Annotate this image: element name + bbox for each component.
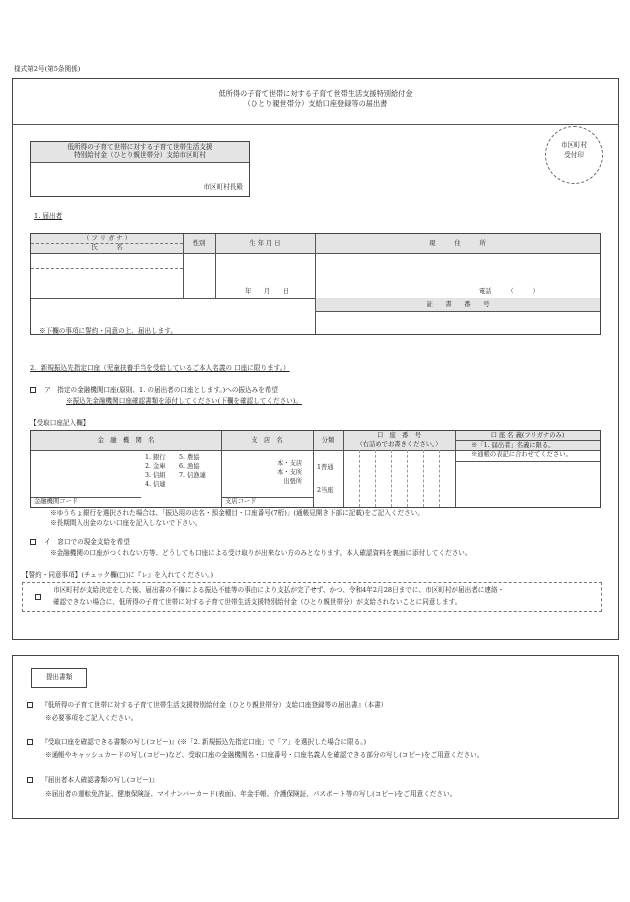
account-type-label: 分類 xyxy=(321,437,335,444)
branch-type: 出張所 xyxy=(283,478,303,485)
yucho-note: ※ゆうちょ銀行を選択された場合は、「振込用の店名・預金種目・口座番号(7桁)」(通帳見開き下部に記載)をご記入ください。 xyxy=(50,509,424,517)
title-divider xyxy=(12,124,619,125)
doc-item-1-label: 『低所得の子育て世帯に対する子育て世帯生活支援特別給付金（ひとり親世帯分）支給口座登録等の届出書』（本書） xyxy=(41,701,388,709)
divider xyxy=(313,431,314,507)
bank-type: 5. 農協 xyxy=(179,454,200,461)
form-code: 様式第2号(第5条関係) xyxy=(14,65,81,73)
account-type-2: 2当座 xyxy=(317,487,334,494)
pledge-box xyxy=(22,582,602,612)
divider xyxy=(215,234,216,298)
holder-note-1: ※「1. 届出者」名義に限る。 xyxy=(471,442,555,449)
doc-item-2-note: ※通帳やキャッシュカードの写し(コピー)など、受取口座の金融機関名・口座番号・口座名義人を確認できる部分の写し(コピー)をご用意ください。 xyxy=(45,751,484,759)
reception-stamp xyxy=(545,126,603,184)
divider xyxy=(183,234,184,298)
account-number-sub: （右詰めでお書きください。） xyxy=(356,441,442,448)
bank-types-b xyxy=(179,453,206,480)
recipient-mayor: 市区町村長殿 xyxy=(203,183,243,192)
form-title xyxy=(12,90,619,109)
bank-type: 4. 信連 xyxy=(145,481,166,488)
bank-type: 6. 漁協 xyxy=(179,463,200,470)
stamp-line-1: 市区町村 xyxy=(560,141,588,149)
divider xyxy=(343,431,344,507)
option-i-label: イ 窓口での現金支給を希望 xyxy=(44,538,130,546)
digit-divider xyxy=(375,450,376,507)
gender-label: 性別 xyxy=(192,240,206,247)
title-line-2: （ひとり親世帯分）支給口座登録等の届出書 xyxy=(243,99,388,109)
pledge-text-2: 確認できない場合に、低所得の子育て世帯に対する子育て世帯生活支援特別給付金（ひとり親世帯分）が支給されないことに同意します。 xyxy=(53,598,462,606)
docs-heading: 提出書類 xyxy=(31,668,87,688)
account-table xyxy=(30,430,601,508)
pledge-note: ※下欄の事項に誓約・同意の上、届出します。 xyxy=(39,327,177,335)
applicant-table xyxy=(30,233,601,335)
doc-item-1-note: ※必要事項をご記入ください。 xyxy=(45,714,138,722)
divider xyxy=(221,431,222,507)
recipient-box xyxy=(30,141,250,197)
cert-number-label: 証 書 番 号 xyxy=(315,298,600,312)
divider xyxy=(315,234,316,334)
account-header: 【受取口座記入欄】 xyxy=(30,419,90,427)
divider xyxy=(455,461,600,462)
bank-code-label: 金融機関コード xyxy=(34,498,79,505)
digit-divider xyxy=(391,450,392,507)
doc-item-2-label: 『受取口座を確認できる書類の写し(コピー)』(※「2. 新規振込先指定口座」で「ア」を選択した場合に限る。) xyxy=(41,738,367,746)
birthdate-label: 生 年 月 日 xyxy=(249,240,281,247)
birthdate-value: 年 月 日 xyxy=(245,288,290,295)
digit-divider xyxy=(359,450,360,507)
name-label: 氏 名 xyxy=(91,244,123,251)
branch-code-label: 支店コード xyxy=(225,498,257,505)
address-label: 現 住 所 xyxy=(429,240,486,247)
doc-item-3 xyxy=(27,777,158,785)
branch-type: 本・支所 xyxy=(277,469,303,476)
title-line-1: 低所得の子育て世帯に対する子育て世帯生活支援特別給付金 xyxy=(218,89,413,98)
section2-heading: 2．新規振込先指定口座（児童扶養手当を受給しているご本人名義の 口座に限ります。） xyxy=(30,364,290,372)
branch-types xyxy=(277,459,302,486)
recipient-line-2: 特別給付金（ひとり親世帯分）支給市区町村 xyxy=(74,150,206,159)
digit-divider xyxy=(439,450,440,507)
bank-type: 7. 信漁連 xyxy=(179,472,206,479)
bank-types-a xyxy=(145,453,166,489)
bank-type: 3. 信組 xyxy=(145,472,166,479)
doc-item-3-note: ※届出者の運転免許証、健康保険証、マイナンバーカード(表面)、年金手帳、介護保険証、パスポート等の写し(コピー)をご用意ください。 xyxy=(45,790,457,798)
divider xyxy=(455,431,456,507)
recipient-header xyxy=(31,142,249,163)
digit-divider xyxy=(423,450,424,507)
doc-item-3-checkbox[interactable] xyxy=(27,777,33,783)
pledge-heading: 【誓約・同意事項】(チェック欄(□)に『レ』を入れてください。) xyxy=(22,571,214,579)
docs-box xyxy=(12,655,619,819)
recipient-line-1: 低所得の子育て世帯に対する子育て世帯生活支援 xyxy=(67,143,213,151)
bank-name-label: 金 融 機 関 名 xyxy=(97,437,155,444)
option-a-note: ※振込先金融機関口座確認書類を添付してください(下欄を確認してください)。 xyxy=(66,397,302,405)
holder-note-2: ※通帳の表記に合わせてください。 xyxy=(471,451,572,458)
branch-name-label: 支 店 名 xyxy=(251,437,283,444)
stamp-line-2: 受付印 xyxy=(564,150,584,159)
doc-item-1-checkbox[interactable] xyxy=(27,702,33,708)
doc-item-3-label: 『届出者本人確認書類の写し(コピー)』 xyxy=(41,776,159,784)
account-holder-label: 口 座 名 義(フリガナのみ) xyxy=(490,432,565,439)
doc-item-2-checkbox[interactable] xyxy=(27,739,33,745)
bank-type: 1. 銀行 xyxy=(145,454,166,461)
option-i[interactable] xyxy=(30,539,130,547)
account-number-label: 口 座 番 号 xyxy=(376,432,422,439)
furigana-label: （ フ リ ガ ナ ） xyxy=(83,235,131,242)
option-a[interactable] xyxy=(30,387,278,395)
pledge-checkbox[interactable] xyxy=(35,594,41,600)
option-i-checkbox[interactable] xyxy=(30,539,36,545)
section1-heading: 1. 届出者 xyxy=(34,212,63,220)
option-i-note: ※金融機関の口座がつくれない方等、どうしても口座による受け取りが出来ない方のみとなります。本人確認資料を裏面に添付してください。 xyxy=(50,549,472,557)
option-a-label: ア 指定の金融機関口座(原則、1. の届出者の口座とします。)への振込みを希望 xyxy=(44,386,278,394)
divider xyxy=(455,440,600,441)
pledge-text-1: 市区町村が支給決定をした後、届出書の不備による振込不能等の事由により支払が完了せず、かつ、令和4年2月28日までに、市区町村が届出者に連絡・ xyxy=(53,586,505,594)
branch-type: 本・支店 xyxy=(277,460,303,467)
doc-item-2 xyxy=(27,739,366,747)
doc-item-1 xyxy=(27,702,387,710)
phone-label: 電話 （ ） xyxy=(479,288,539,295)
digit-divider xyxy=(407,450,408,507)
bank-type: 2. 金庫 xyxy=(145,463,166,470)
account-type-1: 1普通 xyxy=(317,464,334,471)
furigana-field-line xyxy=(31,268,183,269)
longterm-note: ※長期間入出金のない口座を記入しないで下さい。 xyxy=(50,519,202,527)
option-a-checkbox[interactable] xyxy=(30,387,36,393)
